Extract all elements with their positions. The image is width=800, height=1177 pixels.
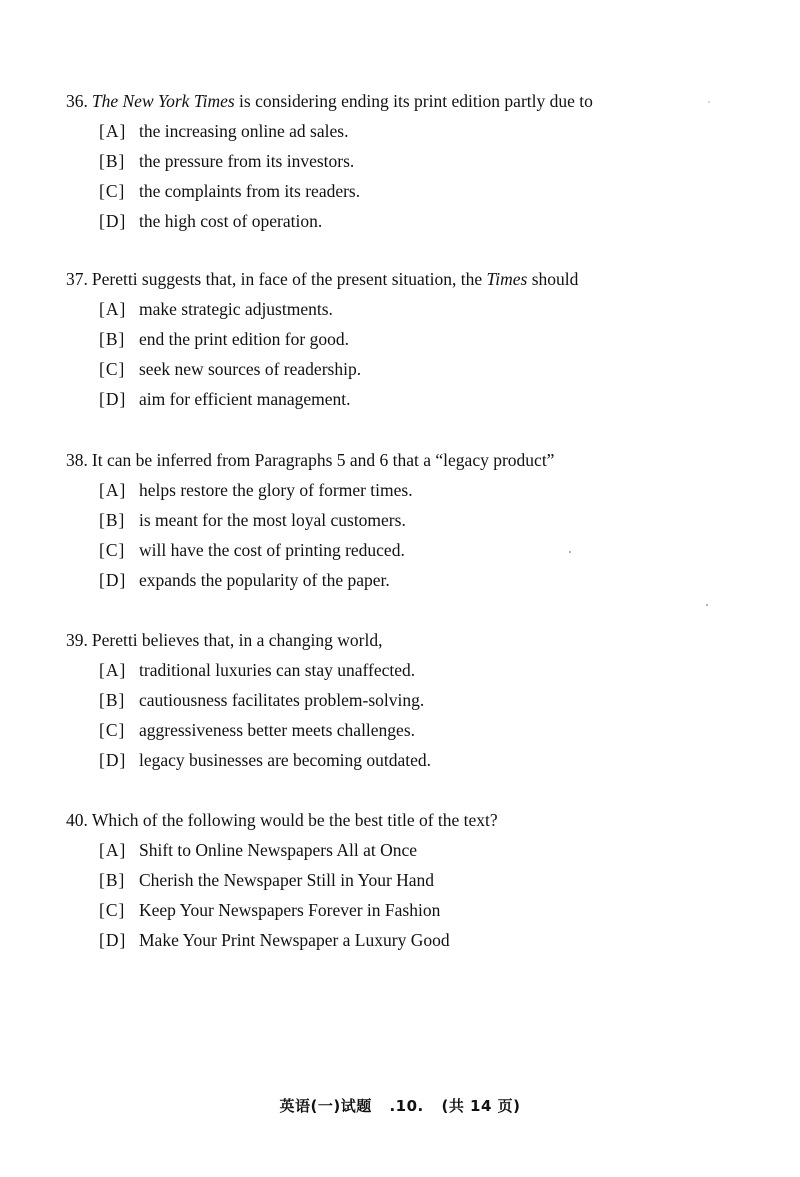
stem-text: Which of the following would be the best title of the text?: [91, 810, 498, 830]
option-text: the increasing online ad sales.: [139, 121, 349, 141]
scan-speck: [708, 101, 710, 103]
option-a: [99, 655, 746, 685]
question-number: 38.: [66, 450, 88, 470]
option-letter: [B]: [99, 329, 126, 349]
question-stem: [66, 264, 746, 294]
question-number: 37.: [66, 269, 88, 289]
option-letter: [A]: [99, 840, 127, 860]
stem-text: Peretti suggests that, in face of the present situation, the: [91, 269, 487, 289]
option-text: aggressiveness better meets challenges.: [139, 720, 416, 740]
option-letter: [C]: [99, 720, 126, 740]
option-b: [99, 865, 746, 895]
page-footer: [0, 1095, 800, 1116]
stem-text: It can be inferred from Paragraphs 5 and 6 that a “legacy product”: [91, 450, 555, 470]
scan-speck: [706, 604, 708, 606]
question-stem: [66, 445, 746, 475]
question-stem: [66, 625, 746, 655]
option-c: [99, 535, 746, 565]
stem-text: Peretti believes that, in a changing world,: [91, 630, 383, 650]
stem-italic: The New York Times: [91, 91, 235, 111]
question-38: [66, 445, 746, 595]
option-letter: [C]: [99, 359, 126, 379]
scan-speck: [569, 551, 571, 553]
option-letter: [D]: [99, 930, 127, 950]
option-letter: [B]: [99, 690, 126, 710]
footer-subject: 英语(一)试题: [279, 1097, 372, 1115]
option-letter: [B]: [99, 870, 126, 890]
footer-page-number: .10.: [389, 1097, 424, 1115]
question-number: 36.: [66, 91, 88, 111]
option-letter: [C]: [99, 900, 126, 920]
option-d: [99, 925, 746, 955]
stem-italic: Times: [486, 269, 528, 289]
option-text: traditional luxuries can stay unaffected.: [139, 660, 416, 680]
option-d: [99, 745, 746, 775]
option-b: [99, 505, 746, 535]
option-text: end the print edition for good.: [139, 329, 349, 349]
option-text: aim for efficient management.: [139, 389, 351, 409]
question-37: [66, 264, 746, 414]
option-letter: [D]: [99, 389, 127, 409]
option-letter: [D]: [99, 570, 127, 590]
question-39: [66, 625, 746, 775]
stem-text: should: [527, 269, 579, 289]
option-c: [99, 354, 746, 384]
question-number: 39.: [66, 630, 88, 650]
option-text: legacy businesses are becoming outdated.: [139, 750, 432, 770]
option-text: seek new sources of readership.: [139, 359, 362, 379]
option-text: cautiousness facilitates problem-solving.: [139, 690, 425, 710]
option-a: [99, 116, 746, 146]
option-letter: [A]: [99, 299, 127, 319]
question-40: [66, 805, 746, 955]
option-b: [99, 685, 746, 715]
option-letter: [C]: [99, 181, 126, 201]
question-number: 40.: [66, 810, 88, 830]
option-letter: [A]: [99, 121, 127, 141]
option-text: Make Your Print Newspaper a Luxury Good: [139, 930, 450, 950]
option-text: the high cost of operation.: [139, 211, 323, 231]
option-d: [99, 565, 746, 595]
option-b: [99, 324, 746, 354]
option-d: [99, 206, 746, 236]
option-b: [99, 146, 746, 176]
option-a: [99, 835, 746, 865]
question-stem: [66, 86, 746, 116]
option-text: Keep Your Newspapers Forever in Fashion: [139, 900, 441, 920]
option-letter: [A]: [99, 660, 127, 680]
option-text: will have the cost of printing reduced.: [139, 540, 405, 560]
option-text: the complaints from its readers.: [139, 181, 361, 201]
option-letter: [D]: [99, 211, 127, 231]
option-letter: [C]: [99, 540, 126, 560]
option-text: is meant for the most loyal customers.: [139, 510, 406, 530]
option-text: helps restore the glory of former times.: [139, 480, 413, 500]
option-c: [99, 176, 746, 206]
option-letter: [D]: [99, 750, 127, 770]
question-stem: [66, 805, 746, 835]
option-c: [99, 715, 746, 745]
stem-text: is considering ending its print edition partly due to: [234, 91, 593, 111]
option-text: expands the popularity of the paper.: [139, 570, 390, 590]
footer-total-pages: (共 14 页): [441, 1097, 521, 1115]
option-text: the pressure from its investors.: [139, 151, 355, 171]
option-letter: [A]: [99, 480, 127, 500]
option-a: [99, 475, 746, 505]
option-text: Cherish the Newspaper Still in Your Hand: [139, 870, 435, 890]
option-text: Shift to Online Newspapers All at Once: [139, 840, 418, 860]
option-text: make strategic adjustments.: [139, 299, 333, 319]
question-36: [66, 86, 746, 236]
option-a: [99, 294, 746, 324]
option-letter: [B]: [99, 151, 126, 171]
option-letter: [B]: [99, 510, 126, 530]
option-c: [99, 895, 746, 925]
option-d: [99, 384, 746, 414]
